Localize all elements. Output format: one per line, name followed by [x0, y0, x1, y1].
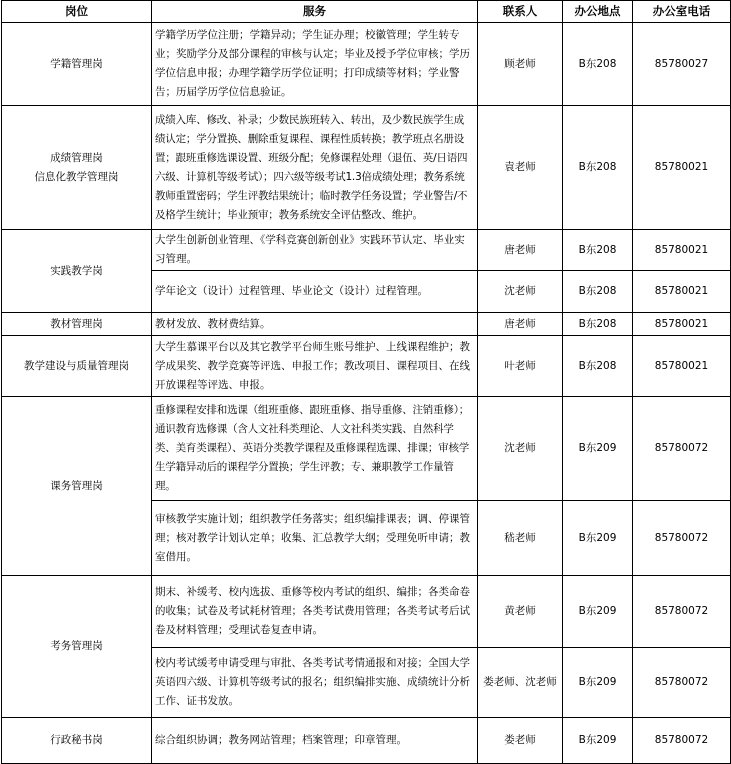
contact-cell: 唐老师: [478, 313, 563, 336]
phone-cell: 85780072: [633, 501, 731, 576]
phone-cell: 85780021: [633, 271, 731, 313]
office-cell: B东209: [563, 718, 633, 764]
table-row: [2, 106, 731, 230]
office-cell: B东208: [563, 230, 633, 271]
header-office: 办公地点: [563, 1, 633, 23]
position-line: 信息化教学管理岗: [34, 170, 119, 183]
contact-cell: 叶老师: [478, 336, 563, 397]
phone-cell: 85780021: [633, 230, 731, 271]
office-cell: B东208: [563, 313, 633, 336]
office-cell: B东209: [563, 397, 633, 501]
office-cell: B东209: [563, 501, 633, 576]
table-row: [2, 336, 731, 397]
office-cell: B东209: [563, 576, 633, 648]
position-cell: 教材管理岗: [2, 313, 152, 336]
table-row: [2, 718, 731, 764]
position-cell: 考务管理岗: [2, 576, 152, 718]
header-position: 岗位: [2, 1, 152, 23]
staff-service-table: [1, 0, 731, 764]
contact-cell: 娄老师: [478, 718, 563, 764]
office-cell: B东208: [563, 106, 633, 230]
position-cell: 实践教学岗: [2, 230, 152, 313]
position-line: 成绩管理岗: [50, 151, 103, 164]
phone-cell: 85780021: [633, 336, 731, 397]
table-row: [2, 23, 731, 106]
position-cell: 教学建设与质量管理岗: [2, 336, 152, 397]
service-cell: 重修课程安排和选课（组班重修、跟班重修、指导重修、注销重修）；通识教育选修课（含人文社科类理论、人文社科类实践、自然科学类、美育类课程）、英语分类教学课程及重修课程选课、排课；审核学生学籍异动后的课程学分置换；学生评教；专、兼职教学工作量管理。: [152, 397, 478, 501]
phone-cell: 85780072: [633, 718, 731, 764]
position-cell: 课务管理岗: [2, 397, 152, 576]
service-cell: 期末、补缓考、校内选拔、重修等校内考试的组织、编排；各类命卷的收集；试卷及考试耗材管理；各类考试费用管理；各类考试考后试卷及材料管理；受理试卷复查申请。: [152, 576, 478, 648]
contact-cell: 娄老师、沈老师: [478, 648, 563, 718]
service-cell: 成绩入库、修改、补录；少数民族班转入、转出，及少数民族学生成绩认定；学分置换、删除重复课程、课程性质转换；教学班点名册设置；跟班重修选课设置、班级分配；免修课程处理（退伍、英/日语四六级、计算机等级考试）；四六级等级考试1.3倍成绩处理；教务系统教师重置密码；学生评教结果统计；临时教学任务设置；学业警告/不及格学生统计；毕业预审；教务系统安全评估整改、维护。: [152, 106, 478, 230]
office-cell: B东208: [563, 23, 633, 106]
contact-cell: 沈老师: [478, 397, 563, 501]
phone-cell: 85780021: [633, 106, 731, 230]
service-cell: 学年论文（设计）过程管理、毕业论文（设计）过程管理。: [152, 271, 478, 313]
office-cell: B东208: [563, 271, 633, 313]
header-contact: 联系人: [478, 1, 563, 23]
table-header-row: [2, 1, 731, 23]
contact-cell: 黄老师: [478, 576, 563, 648]
office-cell: B东208: [563, 336, 633, 397]
service-cell: 审核教学实施计划；组织教学任务落实；组织编排课表；调、停课管理；核对教学计划认定单；收集、汇总教学大纲；受理免听申请；教室借用。: [152, 501, 478, 576]
service-cell: 大学生慕课平台以及其它教学平台师生账号维护、上线课程维护；教学成果奖、教学竞赛等评选、申报工作；教改项目、课程项目、在线开放课程等评选、申报。: [152, 336, 478, 397]
table-row: [2, 397, 731, 501]
position-cell: 学籍管理岗: [2, 23, 152, 106]
phone-cell: 85780072: [633, 648, 731, 718]
table-row: [2, 313, 731, 336]
contact-cell: 嵇老师: [478, 501, 563, 576]
service-cell: 校内考试缓考申请受理与审批、各类考试考情通报和对接；全国大学英语四六级、计算机等级考试的报名；组织编排实施、成绩统计分析工作、证书发放。: [152, 648, 478, 718]
service-cell: 综合组织协调；教务网站管理；档案管理；印章管理。: [152, 718, 478, 764]
phone-cell: 85780072: [633, 576, 731, 648]
phone-cell: 85780072: [633, 397, 731, 501]
service-cell: 学籍学历学位注册；学籍异动；学生证办理；校徽管理；学生转专业；奖励学分及部分课程的审核与认定；毕业及授予学位审核；学历学位信息申报；办理学籍学历学位证明；打印成绩等材料；学业警告；历届学历学位信息验证。: [152, 23, 478, 106]
contact-cell: 袁老师: [478, 106, 563, 230]
contact-cell: 顾老师: [478, 23, 563, 106]
service-cell: 教材发放、教材费结算。: [152, 313, 478, 336]
phone-cell: 85780027: [633, 23, 731, 106]
office-cell: B东209: [563, 648, 633, 718]
header-service: 服务: [152, 1, 478, 23]
position-cell: [2, 106, 152, 230]
service-cell: 大学生创新创业管理、《学科竞赛创新创业》实践环节认定、毕业实习管理。: [152, 230, 478, 271]
position-cell: 行政秘书岗: [2, 718, 152, 764]
table-row: [2, 576, 731, 648]
contact-cell: 沈老师: [478, 271, 563, 313]
phone-cell: 85780021: [633, 313, 731, 336]
header-phone: 办公室电话: [633, 1, 731, 23]
contact-cell: 唐老师: [478, 230, 563, 271]
table-row: [2, 230, 731, 271]
